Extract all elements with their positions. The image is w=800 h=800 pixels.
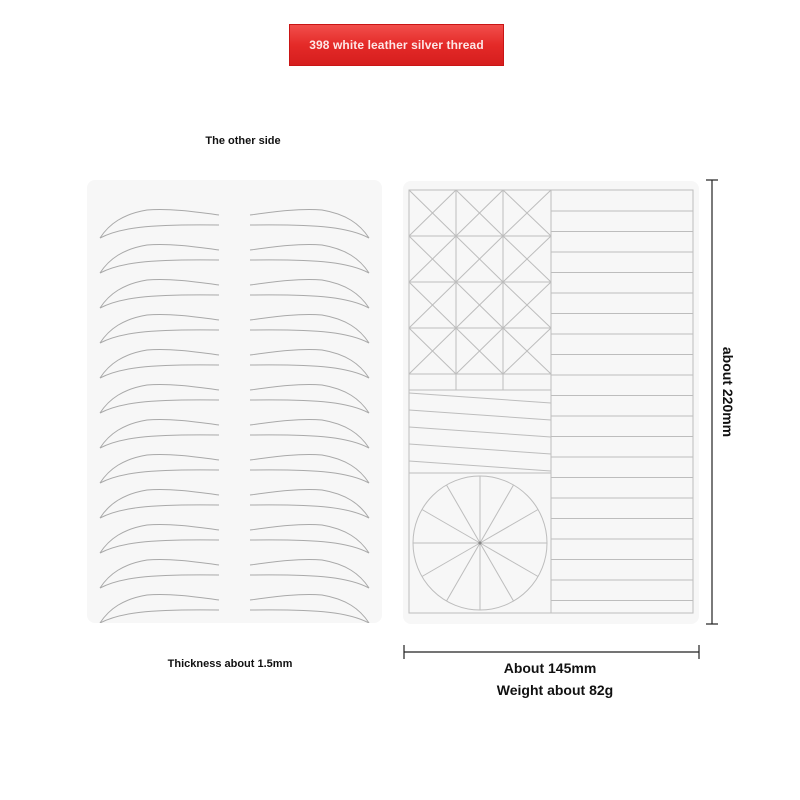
width-dimension-label: About 145mm bbox=[503, 660, 597, 676]
thickness-label: Thickness about 1.5mm bbox=[167, 658, 293, 670]
weight-label: Weight about 82g bbox=[496, 682, 614, 698]
other-side-caption: The other side bbox=[205, 135, 281, 147]
height-dimension-label: about 220mm bbox=[720, 346, 736, 438]
product-title-banner: 398 white leather silver thread bbox=[289, 24, 504, 66]
